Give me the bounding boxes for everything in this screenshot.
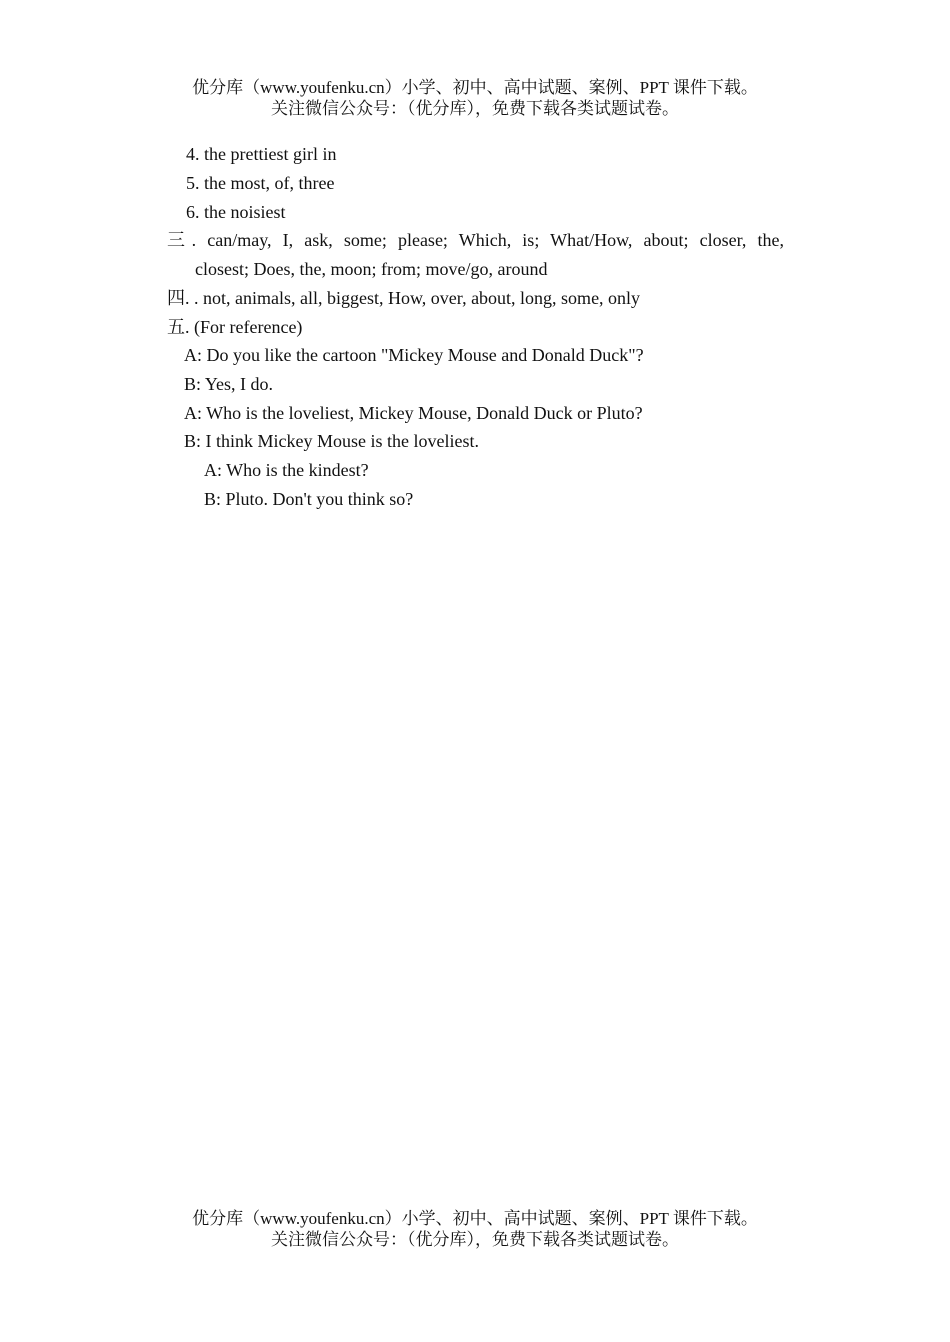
section-4: 四. . not, animals, all, biggest, How, over, about, long, some, only <box>167 288 641 308</box>
header-line-1: 优分库（www.youfenku.cn）小学、初中、高中试题、案例、PPT 课件下载。 <box>192 78 758 97</box>
footer-line-1: 优分库（www.youfenku.cn）小学、初中、高中试题、案例、PPT 课件下载。 <box>192 1209 758 1228</box>
dialogue-line: A: Do you like the cartoon "Mickey Mouse and Donald Duck"? <box>184 345 644 365</box>
answer-item-5: 5. the most, of, three <box>186 173 335 193</box>
section-5-heading: 五. (For reference) <box>167 317 303 337</box>
header-line-2: 关注微信公众号：（优分库），免费下载各类试题试卷。 <box>271 99 679 118</box>
answer-item-4: 4. the prettiest girl in <box>186 144 337 164</box>
page-header <box>0 77 950 119</box>
dialogue-line: B: Yes, I do. <box>184 374 274 394</box>
section-3-line-2: closest; Does, the, moon; from; move/go, around <box>195 259 548 279</box>
answer-item-6: 6. the noisiest <box>186 202 286 222</box>
footer-line-2: 关注微信公众号：（优分库），免费下载各类试题试卷。 <box>271 1230 679 1249</box>
page-footer <box>0 1208 950 1250</box>
dialogue-line: B: I think Mickey Mouse is the loveliest. <box>184 431 479 451</box>
dialogue-line: A: Who is the kindest? <box>204 460 369 480</box>
dialogue-line: B: Pluto. Don't you think so? <box>204 489 414 509</box>
section-3-line-1: 三. can/may, I, ask, some; please; Which, is; What/How, about; closer, the, <box>167 230 784 250</box>
dialogue-line: A: Who is the loveliest, Mickey Mouse, Donald Duck or Pluto? <box>184 403 643 423</box>
